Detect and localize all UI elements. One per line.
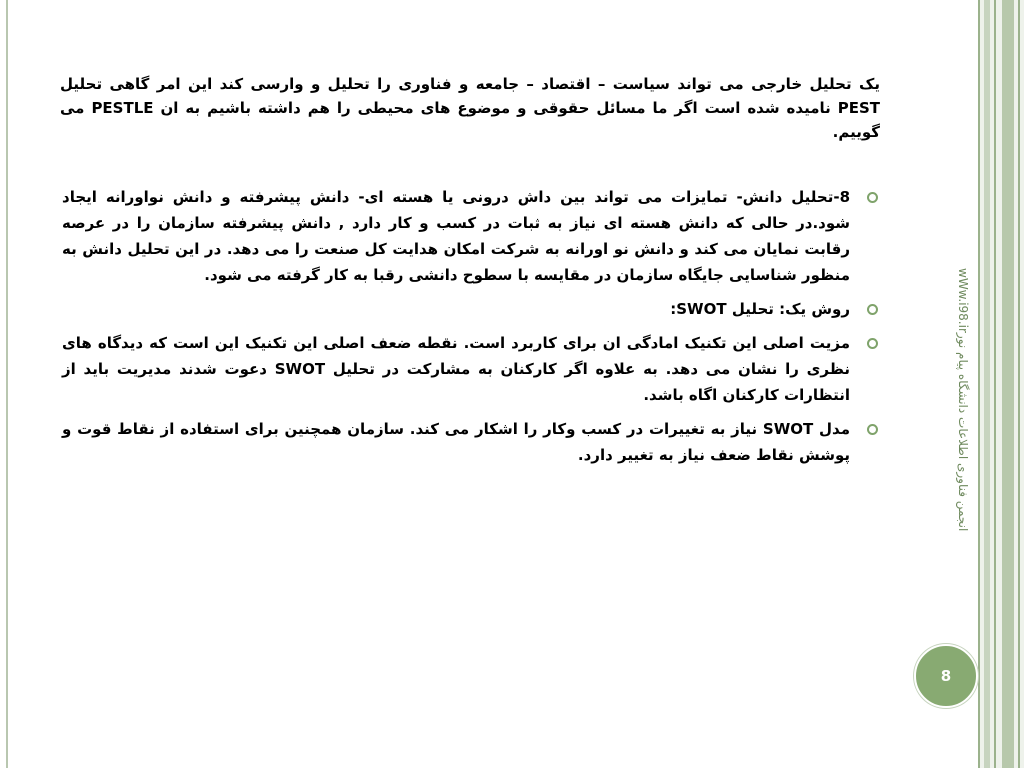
- bullet-text: مزیت اصلی این تکنیک امادگی ان برای کاربرد است. نقطه ضعف اصلی این تکنیک این است که دیدگاه های نظری را نشان می دهد. به علاوه اگر کارکنان به مشارکت در تحلیل SWOT دعوت شدند مدیریت باید از انتظارات کارکنان اگاه باشد.: [62, 334, 850, 404]
- bullet-circle-icon: [867, 424, 878, 435]
- bullet-circle-icon: [867, 304, 878, 315]
- bullet-item: [62, 184, 882, 288]
- bullet-item: [62, 330, 882, 408]
- frame-stripe: [984, 0, 990, 768]
- frame-stripe: [1018, 0, 1020, 768]
- frame-stripe: [1002, 0, 1014, 768]
- bullet-list: [62, 184, 882, 476]
- frame-stripe: [994, 0, 996, 768]
- intro-paragraph: یک تحلیل خارجی می تواند سیاست – اقتصاد – جامعه و فناوری را تحلیل و وارسی کند این امر گاهی تحلیل PEST نامیده شده است اگر ما مسائل حقوقی و موضوع های محیطی را هم داشته باشیم به ان PESTLE می گوییم.: [60, 75, 881, 141]
- bullet-circle-icon: [867, 192, 878, 203]
- bullet-item: [62, 296, 882, 322]
- side-watermark-text: wWw.i98.irانجمن فناوری اطلاعات دانشگاه پیام نور: [956, 268, 970, 532]
- bullet-text: 8-تحلیل دانش- تمایزات می تواند بین داش درونی یا هسته ای- دانش پیشرفته و دانش نواورانه ایجاد شود.در حالی که دانش هسته ای نیاز به ثبات در کسب و کار دارد , دانش پیشرفته سازمان را در عرصه رقابت نمایان می کند و دانش نو اورانه به شرکت امکان هدایت کل صنعت را می دهد. در این تحلیل دانش به منظور شناسایی جایگاه سازمان در مقایسه با سطوح دانشی رقبا به کار گرفته می شود.: [62, 188, 850, 284]
- frame-stripe: [978, 0, 980, 768]
- left-border-line: [6, 0, 8, 768]
- bullet-text: مدل SWOT نیاز به تغییرات در کسب وکار را اشکار می کند. سازمان همچنین برای استفاده از نقاط قوت و پوشش نقاط ضعف نیاز به تغییر دارد.: [62, 420, 850, 464]
- bullet-item: [62, 416, 882, 468]
- page-number-badge: 8: [914, 644, 978, 708]
- bullet-circle-icon: [867, 338, 878, 349]
- bullet-text: روش یک: تحلیل SWOT:: [670, 300, 850, 318]
